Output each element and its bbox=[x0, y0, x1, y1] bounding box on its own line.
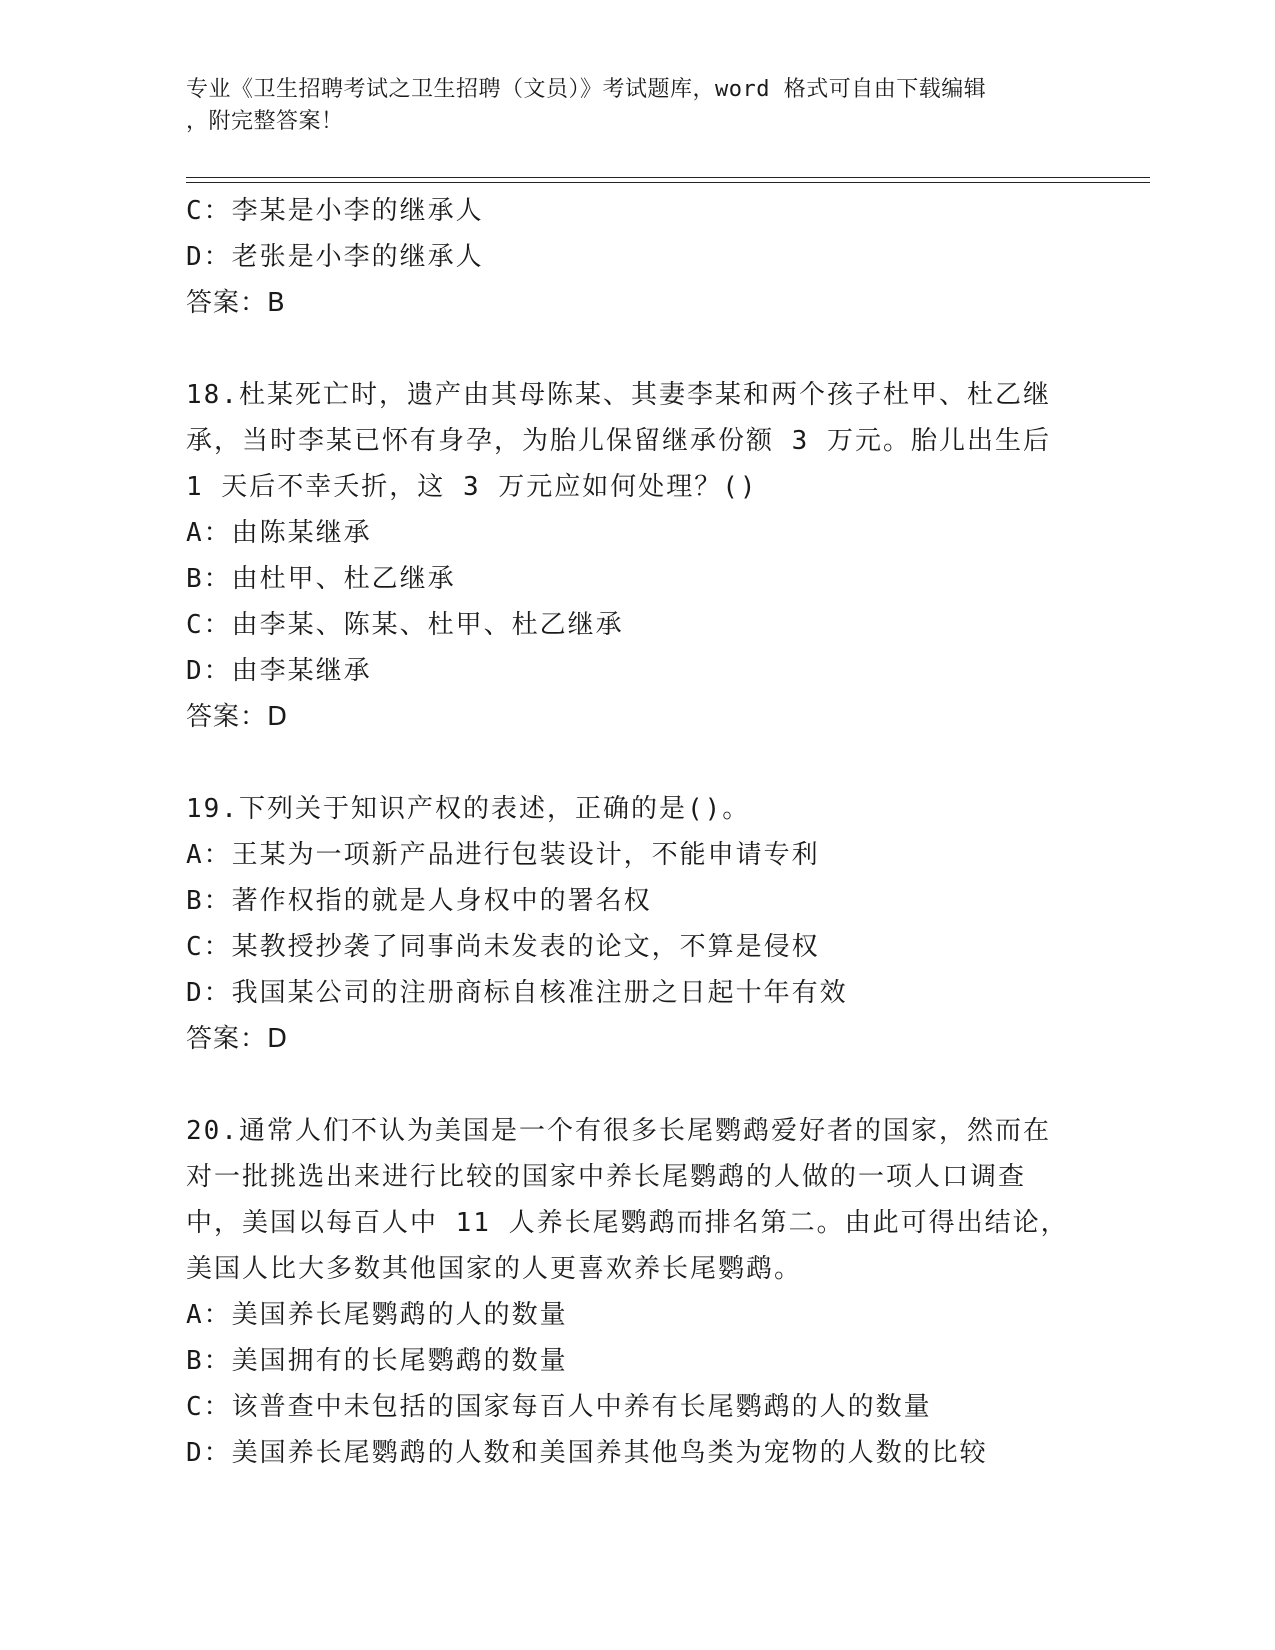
option-d: D：美国养长尾鹦鹉的人数和美国养其他鸟类为宠物的人数的比较 bbox=[186, 1438, 988, 1468]
option-a: A：美国养长尾鹦鹉的人的数量 bbox=[186, 1300, 568, 1330]
question-stem-line: 中，美国以每百人中 11 人养长尾鹦鹉而排名第二。由此可得出结论， bbox=[186, 1208, 1069, 1238]
question-stem-line: 美国人比大多数其他国家的人更喜欢养长尾鹦鹉。 bbox=[186, 1254, 803, 1284]
question-stem-line: 20.通常人们不认为美国是一个有很多长尾鹦鹉爱好者的国家，然而在 bbox=[186, 1116, 1051, 1146]
question-stem-line: 对一批挑选出来进行比较的国家中养长尾鹦鹉的人做的一项人口调查 bbox=[186, 1162, 1027, 1192]
option-a: A：王某为一项新产品进行包装设计，不能申请专利 bbox=[186, 840, 820, 870]
spacer bbox=[186, 326, 1086, 372]
question-stem-line: 19.下列关于知识产权的表述，正确的是()。 bbox=[186, 794, 751, 824]
option-d: D：老张是小李的继承人 bbox=[186, 242, 484, 272]
question-18 bbox=[186, 372, 1086, 740]
option-c: C：李某是小李的继承人 bbox=[186, 196, 484, 226]
question-17 bbox=[186, 188, 1086, 326]
option-c: C：某教授抄袭了同事尚未发表的论文，不算是侵权 bbox=[186, 932, 820, 962]
document-header bbox=[186, 74, 1086, 138]
question-20 bbox=[186, 1108, 1086, 1476]
question-content bbox=[186, 188, 1086, 1476]
answer: 答案：B bbox=[186, 288, 286, 318]
option-c: C：该普查中未包括的国家每百人中养有长尾鹦鹉的人的数量 bbox=[186, 1392, 932, 1422]
option-b: B：由杜甲、杜乙继承 bbox=[186, 564, 456, 594]
header-divider-bottom bbox=[186, 182, 1150, 183]
option-d: D：我国某公司的注册商标自核准注册之日起十年有效 bbox=[186, 978, 848, 1008]
answer: 答案：D bbox=[186, 1024, 289, 1054]
question-stem-line: 承，当时李某已怀有身孕，为胎儿保留继承份额 3 万元。胎儿出生后 bbox=[186, 426, 1051, 456]
question-19 bbox=[186, 786, 1086, 1062]
question-stem-line: 1 天后不幸夭折，这 3 万元应如何处理？() bbox=[186, 472, 758, 502]
spacer bbox=[186, 1062, 1086, 1108]
answer: 答案：D bbox=[186, 702, 289, 732]
header-divider-top bbox=[186, 177, 1150, 178]
spacer bbox=[186, 740, 1086, 786]
option-c: C：由李某、陈某、杜甲、杜乙继承 bbox=[186, 610, 624, 640]
header-line-1: 专业《卫生招聘考试之卫生招聘（文员）》考试题库，word 格式可自由下载编辑 bbox=[186, 77, 987, 102]
option-b: B：美国拥有的长尾鹦鹉的数量 bbox=[186, 1346, 568, 1376]
option-b: B：著作权指的就是人身权中的署名权 bbox=[186, 886, 652, 916]
option-d: D：由李某继承 bbox=[186, 656, 372, 686]
option-a: A：由陈某继承 bbox=[186, 518, 372, 548]
question-stem-line: 18.杜某死亡时，遗产由其母陈某、其妻李某和两个孩子杜甲、杜乙继 bbox=[186, 380, 1051, 410]
header-line-2: ，附完整答案！ bbox=[186, 109, 344, 134]
